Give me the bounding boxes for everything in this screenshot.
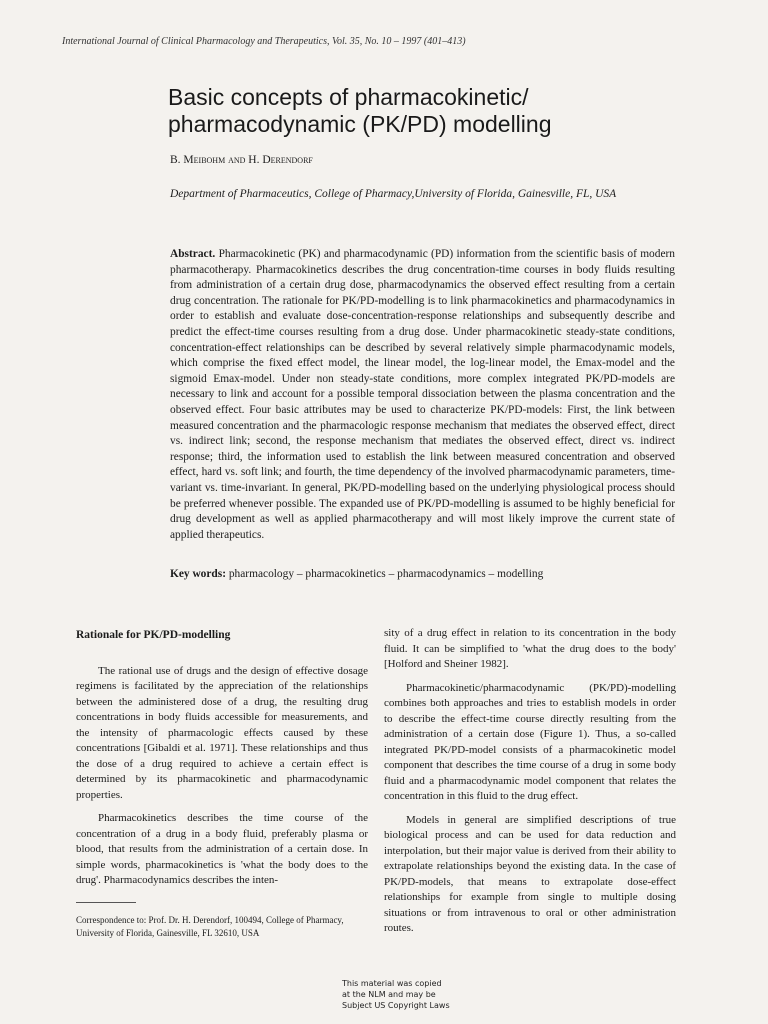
- abstract-label: Abstract.: [170, 248, 216, 260]
- section-heading: Rationale for PK/PD-modelling: [76, 629, 231, 641]
- left-paragraph-2: Pharmacokinetics describes the time course of the concentration of a drug in a body fluid, preferably plasma or blood, that results from the administration of a certain dose. In simple words, pharmacokinetics is 'what the body does to the drug'. Pharmacodynamics describes the inten-: [76, 812, 368, 886]
- journal-citation: International Journal of Clinical Pharmacology and Therapeutics, Vol. 35, No. 10 – 1997 (401–413): [62, 36, 466, 47]
- abstract: [170, 247, 675, 543]
- right-paragraph-2: Pharmacokinetic/pharmacodynamic (PK/PD)-modelling combines both approaches and tries to establish models in order to describe the effect-time course directly resulting from the administration of a certain dose (Figure 1). Thus, a so-called integrated PK/PD-model consists of a pharmacokinetic model component that describes the time course of a drug in some body fluid and a pharmacodynamic model component that relates the concentration in this fluid to the drug effect.: [384, 681, 676, 802]
- right-paragraph-3: Models in general are simplified descriptions of true biological process and can be used for data reduction and interpolation, but their major value is derived from their ability to extrapolate relationships beyond the existing data. In the case of PK/PD-models, that means to extrapolate dose-effect relationships for example from single to multiple dosing situations or from intravenous to oral or other administration routes.: [384, 813, 676, 934]
- article-title: [168, 84, 688, 138]
- title-line-1: Basic concepts of pharmacokinetic/: [168, 84, 529, 110]
- left-paragraph-1: The rational use of drugs and the design of effective dosage regimens is facilitated by the appreciation of the relationships between the administered dose of a drug, the resulting drug concentrations in body fluids accessible for measurements, and the intensity of pharmacologic effects caused by these concentrations [Gibaldi et al. 1971]. These relationships and thus the dose of a drug required to achieve a certain effect is determined by its pharmacokinetic and pharmacodynamic properties.: [76, 664, 368, 801]
- stamp-line-2: at the NLM and may be: [342, 990, 436, 999]
- stamp-line-1: This material was copied: [342, 979, 442, 988]
- right-paragraph-1: sity of a drug effect in relation to its concentration in the body fluid. It can be simplified to 'what the drug does to the body' [Holford and Sheiner 1982].: [384, 627, 676, 670]
- copyright-stamp: [342, 978, 450, 1011]
- right-column: [384, 626, 676, 945]
- footnote-divider: [76, 902, 136, 903]
- affiliation: Department of Pharmaceutics, College of Pharmacy,University of Florida, Gainesville, FL, USA: [170, 188, 617, 200]
- title-line-2: pharmacodynamic (PK/PD) modelling: [168, 111, 552, 137]
- stamp-line-3: Subject US Copyright Laws: [342, 1001, 450, 1010]
- correspondence-footnote: Correspondence to: Prof. Dr. H. Derendorf, 100494, College of Pharmacy, University of Florida, Gainesville, FL 32610, USA: [76, 915, 344, 938]
- left-column: [76, 628, 368, 897]
- keywords: [170, 568, 543, 580]
- keywords-text: pharmacology – pharmacokinetics – pharmacodynamics – modelling: [228, 568, 544, 580]
- abstract-text: Pharmacokinetic (PK) and pharmacodynamic (PD) information from the scientific basis of modern pharmacotherapy. Pharmacokinetics describes the drug concentration-time courses in body fluids resulting from administration of a certain drug dose, pharmacodynamics the observed effect resulting from a certain drug concentration. The rationale for PK/PD-modelling is to link pharmacokinetics and pharmacodynamics in order to establish and evaluate dose-concentration-response relationships and subsequently describe and predict the effect-time courses resulting from a drug dose. Under pharmacokinetic steady-state conditions, concentration-effect relationships can be described by several relatively simple pharmacodynamic models, which comprise the fixed effect model, the linear model, the log-linear model, the Emax-model and the sigmoid Emax-model. Under non steady-state conditions, more complex integrated PK/PD-models are necessary to link and account for a possible temporal dissociation between the plasma concentration and the observed effect. Four basic attributes may be used to characterize PK/PD-models: First, the link between measured concentration and the pharmacologic response mechanism that mediates the observed effect, direct vs. indirect link; second, the response mechanism that mediates the observed effect, direct vs. indirect response; third, the information used to establish the link between measured concentration and observed effect, hard vs. soft link; and fourth, the time dependency of the involved pharmacodynamic parameters, time-variant vs. time-invariant. In general, PK/PD-modelling based on the underlying physiological process should be preferred whenever possible. The expanded use of PK/PD-modelling is assumed to be highly beneficial for drug development as well as applied pharmacotherapy and will most likely improve the current state of applied therapeutics.: [170, 248, 675, 541]
- authors: B. Meibohm and H. Derendorf: [170, 154, 313, 166]
- keywords-label: Key words:: [170, 568, 226, 580]
